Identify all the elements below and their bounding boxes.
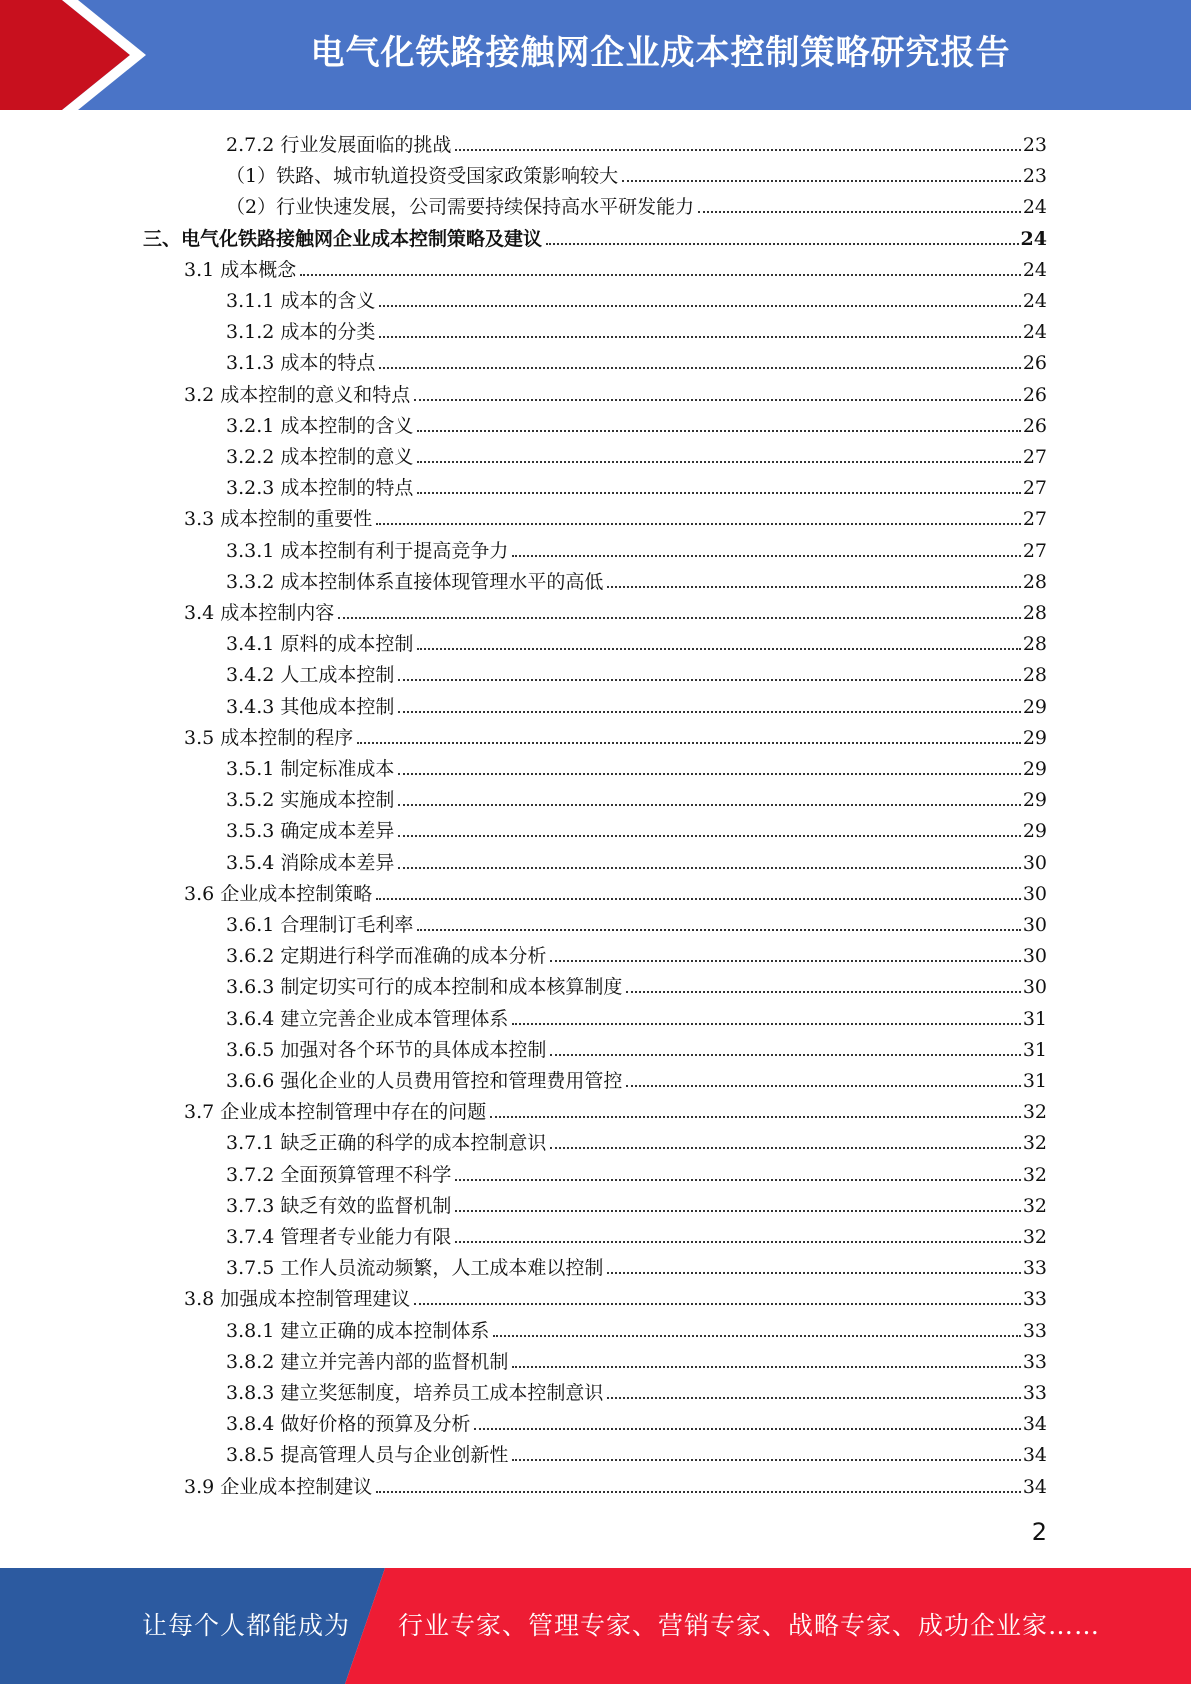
toc-entry-label: 制定切实可行的成本控制和成本核算制度 (280, 976, 623, 999)
toc-entry-number: （2） (226, 196, 277, 219)
toc-entry-page: 28 (1022, 633, 1047, 656)
toc-dot-leader (455, 1241, 1020, 1243)
toc-dot-leader (398, 679, 1020, 681)
toc-entry[interactable] (226, 407, 1047, 438)
toc-entry-number: 3.5.2 (226, 789, 281, 812)
toc-entry-page: 24 (1022, 321, 1047, 344)
toc-entry-number: 3.6 (184, 882, 221, 905)
toc-entry-number: 3.2.2 (226, 446, 281, 468)
toc-entry-label: 消除成本差异 (280, 851, 395, 874)
toc-entry-number: 3.5 (184, 726, 221, 749)
toc-entry-label: 成本控制内容 (220, 602, 335, 624)
toc-entry-page: 30 (1022, 976, 1047, 999)
toc-dot-leader (550, 1147, 1020, 1149)
toc-entry-number: 3.6.4 (226, 1007, 281, 1030)
toc-entry[interactable] (226, 1436, 1047, 1467)
toc-entry-number: 3.7.4 (226, 1226, 281, 1248)
toc-entry[interactable] (184, 875, 1047, 906)
toc-dot-leader (379, 336, 1020, 338)
toc-entry-number: 3.5.1 (226, 758, 281, 780)
toc-dot-leader (626, 991, 1020, 993)
toc-entry-label: 做好价格的预算及分析 (280, 1413, 471, 1436)
toc-entry-page: 27 (1022, 446, 1047, 468)
toc-entry-number: 3.6.6 (226, 1070, 281, 1092)
toc-entry-page: 29 (1022, 726, 1047, 749)
toc-entry-label: 建立并完善内部的监督机制 (280, 1350, 509, 1373)
toc-entry-page: 34 (1022, 1413, 1047, 1436)
report-title: 电气化铁路接触网企业成本控制策略研究报告 (310, 33, 1011, 73)
toc-entry-label: 人工成本控制 (280, 664, 395, 687)
toc-entry-label: 合理制订毛利率 (280, 914, 414, 936)
toc-entry-page: 24 (1020, 227, 1047, 250)
toc-entry-number: 3.2.3 (226, 477, 281, 500)
toc-entry-number: 3.8 (184, 1288, 221, 1311)
toc-entry-page: 28 (1022, 570, 1047, 593)
toc-entry-number: 3.7 (184, 1101, 221, 1124)
toc-entry[interactable] (226, 844, 1047, 875)
toc-dot-leader (398, 773, 1020, 775)
toc-entry-number: 3.4 (184, 602, 221, 624)
toc-entry-page: 32 (1022, 1194, 1047, 1217)
toc-entry-page: 27 (1022, 508, 1047, 531)
toc-entry-label: 原料的成本控制 (280, 633, 414, 656)
toc-entry[interactable] (226, 750, 1047, 781)
toc-entry-number: 3.7.1 (226, 1132, 281, 1155)
toc-entry-page: 33 (1022, 1350, 1047, 1373)
toc-entry-page: 31 (1022, 1007, 1047, 1030)
toc-entry-page: 34 (1022, 1444, 1047, 1467)
toc-entry-number: 3.5.4 (226, 851, 281, 874)
toc-dot-leader (607, 1397, 1020, 1399)
toc-entry-number: 2.7.2 (226, 134, 281, 156)
toc-entry-label: 强化企业的人员费用管控和管理费用管控 (280, 1070, 623, 1092)
toc-dot-leader (379, 305, 1020, 307)
toc-dot-leader (698, 211, 1021, 213)
toc-entry-number: 3.8.2 (226, 1350, 281, 1373)
toc-dot-leader (417, 430, 1020, 432)
toc-entry-number: 3.8.3 (226, 1382, 281, 1404)
toc-entry-number: 3.3.2 (226, 570, 281, 593)
toc-entry-label: 成本控制的意义 (280, 446, 414, 468)
toc-entry-label: 企业成本控制策略 (220, 882, 373, 905)
toc-entry-label: 确定成本差异 (280, 820, 395, 843)
toc-entry-page: 32 (1022, 1101, 1047, 1124)
toc-entry[interactable] (226, 532, 1047, 563)
toc-entry-page: 24 (1022, 290, 1047, 312)
toc-entry[interactable] (226, 781, 1047, 812)
toc-entry-label: 实施成本控制 (280, 789, 395, 812)
toc-entry[interactable] (226, 1031, 1047, 1062)
toc-entry[interactable] (226, 1062, 1047, 1093)
toc-entry-label: 制定标准成本 (280, 758, 395, 780)
toc-entry[interactable] (226, 1312, 1047, 1343)
toc-entry[interactable] (226, 1156, 1047, 1187)
toc-entry[interactable] (226, 1218, 1047, 1249)
toc-entry-number: 3.1 (184, 258, 221, 281)
toc-entry-page: 27 (1022, 477, 1047, 500)
toc-dot-leader (376, 898, 1021, 900)
toc-dot-leader (550, 960, 1020, 962)
page-number: 2 (1031, 1518, 1047, 1546)
toc-entry-number: 3.4.1 (226, 633, 281, 656)
toc-dot-leader (512, 1023, 1020, 1025)
toc-entry[interactable] (226, 563, 1047, 594)
toc-entry-label: 行业发展面临的挑战 (280, 134, 452, 156)
toc-dot-leader (626, 1085, 1020, 1087)
toc-entry-label: 建立完善企业成本管理体系 (280, 1007, 509, 1030)
toc-entry-number: 3.4.3 (226, 695, 281, 718)
toc-dot-leader (398, 711, 1020, 713)
toc-entry-page: 32 (1022, 1226, 1047, 1248)
toc-entry-label: 成本控制的程序 (220, 726, 354, 749)
toc-dot-leader (474, 1428, 1020, 1430)
toc-entry-page: 28 (1022, 602, 1047, 624)
toc-dot-leader (493, 1335, 1020, 1337)
toc-entry-label: 加强成本控制管理建议 (220, 1288, 411, 1311)
toc-entry-label: 成本概念 (220, 258, 297, 281)
toc-entry-page: 23 (1022, 134, 1047, 156)
toc-dot-leader (398, 835, 1020, 837)
toc-entry-page: 29 (1022, 789, 1047, 812)
toc-entry[interactable] (226, 469, 1047, 500)
toc-dot-leader (414, 1303, 1021, 1305)
toc-dot-leader (607, 586, 1020, 588)
toc-entry-label: 其他成本控制 (280, 695, 395, 718)
toc-entry-page: 24 (1022, 258, 1047, 281)
toc-entry[interactable] (226, 688, 1047, 719)
toc-entry-label: 成本控制体系直接体现管理水平的高低 (280, 570, 604, 593)
toc-entry[interactable] (226, 188, 1047, 219)
toc-entry[interactable] (226, 126, 1047, 157)
toc-entry-page: 23 (1022, 165, 1047, 188)
toc-entry[interactable] (184, 376, 1047, 407)
toc-entry[interactable] (226, 906, 1047, 937)
toc-entry[interactable] (226, 1405, 1047, 1436)
toc-entry-label: 三、电气化铁路接触网企业成本控制策略及建议 (143, 227, 543, 250)
toc-entry-label: 管理者专业能力有限 (280, 1226, 452, 1248)
toc-dot-leader (455, 1210, 1020, 1212)
toc-entry-page: 24 (1022, 196, 1047, 219)
toc-entry[interactable] (226, 1374, 1047, 1405)
toc-entry[interactable] (226, 1343, 1047, 1374)
toc-entry-page: 33 (1022, 1382, 1047, 1404)
toc-entry-page: 30 (1022, 945, 1047, 968)
toc-entry-label: 成本控制有利于提高竞争力 (280, 539, 509, 562)
toc-entry-page: 31 (1022, 1070, 1047, 1092)
toc-entry-number: 3.6.2 (226, 945, 281, 968)
toc-entry-label: 成本的分类 (280, 321, 376, 344)
toc-entry-page: 29 (1022, 820, 1047, 843)
toc-entry-page: 30 (1022, 851, 1047, 874)
toc-entry-number: 3.7.5 (226, 1257, 281, 1280)
page-footer (0, 1568, 1191, 1684)
toc-entry[interactable] (184, 1093, 1047, 1124)
footer-slogan-left: 让每个人都能成为 (142, 1611, 351, 1640)
toc-entry-number: 3.7.3 (226, 1194, 281, 1217)
toc-entry[interactable] (226, 282, 1047, 313)
toc-entry[interactable] (184, 1280, 1047, 1311)
toc-entry-page: 32 (1022, 1132, 1047, 1155)
toc-entry-number: 3.4.2 (226, 664, 281, 687)
toc-entry-number: 3.8.1 (226, 1319, 281, 1342)
toc-entry-page: 31 (1022, 1038, 1047, 1061)
toc-entry[interactable] (226, 344, 1047, 375)
toc-dot-leader (376, 523, 1021, 525)
toc-dot-leader (417, 461, 1020, 463)
toc-entry[interactable] (226, 1187, 1047, 1218)
toc-entry-label: 成本的含义 (280, 290, 376, 312)
toc-entry-number: 3.8.4 (226, 1413, 281, 1436)
toc-dot-leader (417, 929, 1020, 931)
toc-dot-leader (379, 367, 1020, 369)
toc-entry-label: 工作人员流动频繁，人工成本难以控制 (280, 1257, 604, 1280)
toc-dot-leader (607, 1272, 1020, 1274)
toc-dot-leader (300, 274, 1021, 276)
toc-entry-number: 3.5.3 (226, 820, 281, 843)
toc-dot-leader (455, 1179, 1020, 1181)
toc-entry-page: 34 (1022, 1475, 1047, 1498)
toc-entry-label: 铁路、城市轨道投资受国家政策影响较大 (276, 165, 619, 188)
toc-entry-page: 32 (1022, 1163, 1047, 1186)
toc-dot-leader (398, 867, 1020, 869)
toc-dot-leader (512, 1459, 1020, 1461)
toc-entry-page: 26 (1022, 414, 1047, 437)
toc-entry[interactable] (226, 313, 1047, 344)
toc-entry-page: 29 (1022, 695, 1047, 718)
toc-entry-number: 3.8.5 (226, 1444, 281, 1467)
footer-slogan-right: 行业专家、管理专家、营销专家、战略专家、成功企业家…… (398, 1611, 1101, 1640)
toc-entry[interactable] (226, 625, 1047, 656)
toc-entry-label: 成本控制的意义和特点 (220, 383, 411, 406)
toc-entry-page: 33 (1022, 1319, 1047, 1342)
toc-entry-label: 成本控制的含义 (280, 414, 414, 437)
toc-dot-leader (546, 243, 1019, 245)
toc-entry-page: 30 (1022, 914, 1047, 936)
header-red-chevron (0, 0, 130, 110)
toc-entry-page: 30 (1022, 882, 1047, 905)
toc-entry[interactable] (226, 812, 1047, 843)
toc-entry-page: 26 (1022, 383, 1047, 406)
toc-entry-page: 33 (1022, 1257, 1047, 1280)
toc-entry-number: 3.3 (184, 508, 221, 531)
toc-entry-label: 建立正确的成本控制体系 (280, 1319, 490, 1342)
toc-entry-page: 27 (1022, 539, 1047, 562)
toc-entry-page: 29 (1022, 758, 1047, 780)
toc-entry-page: 26 (1022, 352, 1047, 375)
toc-dot-leader (512, 555, 1020, 557)
toc-entry[interactable] (226, 968, 1047, 999)
toc-entry-number: 3.6.1 (226, 914, 281, 936)
toc-dot-leader (414, 399, 1021, 401)
toc-dot-leader (490, 1116, 1021, 1118)
toc-entry-label: 缺乏有效的监督机制 (280, 1194, 452, 1217)
toc-entry-label: 企业成本控制管理中存在的问题 (220, 1101, 487, 1124)
toc-entry[interactable] (143, 220, 1047, 251)
page-header (0, 0, 1191, 110)
toc-entry-label: 缺乏正确的科学的成本控制意识 (280, 1132, 547, 1155)
toc-entry-number: 3.1.2 (226, 321, 281, 344)
toc-dot-leader (376, 1491, 1021, 1493)
toc-entry-label: 建立奖惩制度，培养员工成本控制意识 (280, 1382, 604, 1404)
toc-entry[interactable] (184, 719, 1047, 750)
toc-entry-number: 3.7.2 (226, 1163, 281, 1186)
toc-entry-number: 3.2.1 (226, 414, 281, 437)
toc-entry-page: 33 (1022, 1288, 1047, 1311)
toc-entry-page: 28 (1022, 664, 1047, 687)
toc-entry-number: 3.6.5 (226, 1038, 281, 1061)
toc-dot-leader (550, 1054, 1020, 1056)
toc-dot-leader (512, 1366, 1020, 1368)
toc-entry-label: 全面预算管理不科学 (280, 1163, 452, 1186)
toc-entry[interactable] (184, 1468, 1047, 1499)
toc-entry-label: 企业成本控制建议 (220, 1475, 373, 1498)
toc-entry-label: 加强对各个环节的具体成本控制 (280, 1038, 547, 1061)
toc-entry-number: 3.2 (184, 383, 221, 406)
toc-dot-leader (398, 804, 1020, 806)
toc-entry-label: 定期进行科学而准确的成本分析 (280, 945, 547, 968)
toc-entry-label: 行业快速发展，公司需要持续保持高水平研发能力 (276, 196, 695, 219)
toc-dot-leader (357, 742, 1021, 744)
toc-entry-number: 3.6.3 (226, 976, 281, 999)
toc-entry-label: 成本的特点 (280, 352, 376, 375)
toc-dot-leader (622, 180, 1021, 182)
toc-entry[interactable] (226, 1249, 1047, 1280)
toc-entry-number: 3.9 (184, 1475, 221, 1498)
toc-entry-number: 3.3.1 (226, 539, 281, 562)
toc-entry[interactable] (226, 937, 1047, 968)
toc-entry-number: 3.1.3 (226, 352, 281, 375)
toc-entry-label: 成本控制的特点 (280, 477, 414, 500)
toc-entry[interactable] (226, 157, 1047, 188)
toc-dot-leader (417, 648, 1020, 650)
toc-entry[interactable] (226, 1124, 1047, 1155)
toc-dot-leader (338, 617, 1021, 619)
toc-entry[interactable] (226, 656, 1047, 687)
toc-entry-number: 3.1.1 (226, 290, 281, 312)
toc-entry-number: （1） (226, 165, 277, 188)
toc-entry[interactable] (184, 251, 1047, 282)
toc-entry-label: 成本控制的重要性 (220, 508, 373, 531)
toc-entry-label: 提高管理人员与企业创新性 (280, 1444, 509, 1467)
toc-entry[interactable] (226, 438, 1047, 469)
toc-entry[interactable] (184, 500, 1047, 531)
toc-entry[interactable] (184, 594, 1047, 625)
toc-dot-leader (455, 149, 1020, 151)
toc-dot-leader (417, 492, 1020, 494)
toc-entry[interactable] (226, 1000, 1047, 1031)
